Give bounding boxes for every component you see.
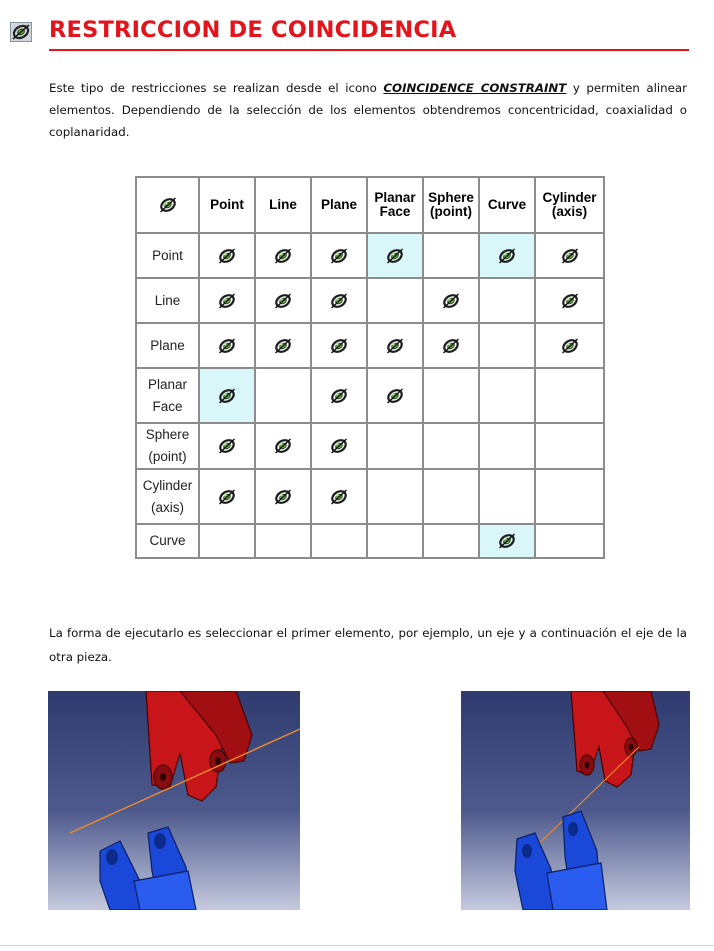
column-header-label: Cylinder	[542, 190, 597, 205]
matrix-cell	[423, 469, 479, 524]
cad-figure-axis-selection	[48, 691, 300, 910]
row-header-1	[136, 278, 199, 323]
matrix-row	[136, 368, 604, 423]
matrix-row	[136, 233, 604, 278]
coincidence-constraint-icon	[329, 291, 349, 311]
coincidence-constraint-reference: COINCIDENCE CONSTRAINT	[383, 81, 567, 95]
matrix-cell	[199, 278, 255, 323]
matrix-cell	[367, 423, 423, 469]
matrix-cell	[423, 524, 479, 558]
matrix-cell	[199, 423, 255, 469]
matrix-cell	[535, 423, 604, 469]
matrix-cell	[199, 469, 255, 524]
matrix-cell	[199, 233, 255, 278]
matrix-row	[136, 323, 604, 368]
coincidence-constraint-icon	[497, 246, 517, 266]
coincidence-constraint-icon	[329, 436, 349, 456]
cad-assembly-axes-coincident-image	[461, 691, 690, 910]
page-bottom-edge	[0, 945, 714, 946]
matrix-cell	[423, 278, 479, 323]
matrix-cell	[535, 323, 604, 368]
column-header-1	[255, 177, 311, 233]
matrix-row	[136, 469, 604, 524]
row-header-5	[136, 469, 199, 524]
matrix-cell	[255, 278, 311, 323]
matrix-cell	[423, 368, 479, 423]
coincidence-constraint-icon	[441, 291, 461, 311]
row-header-label: Plane	[150, 337, 185, 353]
coincidence-constraint-icon	[560, 291, 580, 311]
row-header-label: Curve	[149, 533, 186, 548]
matrix-cell	[479, 469, 535, 524]
matrix-cell	[479, 233, 535, 278]
row-header-label: Planar	[147, 376, 188, 392]
coincidence-constraint-icon	[497, 531, 517, 551]
intro-paragraph	[49, 77, 687, 143]
matrix-cell	[255, 469, 311, 524]
matrix-cell	[367, 233, 423, 278]
row-header-6	[136, 524, 199, 558]
matrix-cell	[367, 278, 423, 323]
row-header-label: Sphere	[145, 427, 190, 442]
coincidence-constraint-icon	[560, 336, 580, 356]
row-header-sublabel: Face	[152, 398, 183, 414]
coincidence-constraint-icon	[217, 246, 237, 266]
matrix-cell	[479, 323, 535, 368]
row-header-2	[136, 323, 199, 368]
matrix-cell	[199, 524, 255, 558]
matrix-cell	[367, 323, 423, 368]
column-header-label: Planar	[374, 190, 416, 205]
column-header-5	[479, 177, 535, 233]
title-underline	[49, 49, 689, 51]
row-header-4	[136, 423, 199, 469]
intro-text-end: y permiten alinear elementos. Dependiendo de la selección de los elementos obtendremos concentricidad, coaxialidad o coplanaridad.	[49, 81, 687, 139]
matrix-cell	[199, 368, 255, 423]
coincidence-constraint-icon	[273, 291, 293, 311]
column-header-3	[367, 177, 423, 233]
coincidence-constraint-icon	[329, 336, 349, 356]
matrix-cell	[311, 278, 367, 323]
coincidence-constraint-icon	[217, 436, 237, 456]
matrix-cell	[367, 368, 423, 423]
matrix-cell	[367, 469, 423, 524]
matrix-cell	[535, 233, 604, 278]
coincidence-constraint-icon	[10, 22, 32, 42]
coincidence-constraint-icon	[217, 487, 237, 507]
matrix-header-row	[136, 177, 604, 233]
coincidence-constraint-icon	[217, 336, 237, 356]
matrix-cell	[311, 233, 367, 278]
coincidence-constraint-icon	[329, 487, 349, 507]
matrix-cell	[255, 368, 311, 423]
column-header-label: Curve	[487, 197, 527, 212]
coincidence-constraint-icon	[560, 246, 580, 266]
column-header-6	[535, 177, 604, 233]
column-header-label: Plane	[320, 197, 358, 212]
matrix-cell	[311, 469, 367, 524]
matrix-row	[136, 278, 604, 323]
matrix-cell	[255, 423, 311, 469]
column-header-sublabel: (axis)	[551, 204, 588, 219]
coincidence-constraint-icon	[329, 386, 349, 406]
coincidence-constraint-icon	[273, 436, 293, 456]
matrix-cell	[311, 524, 367, 558]
matrix-cell	[367, 524, 423, 558]
matrix-cell	[535, 278, 604, 323]
matrix-cell	[479, 278, 535, 323]
intro-text-start: Este tipo de restricciones se realizan desde el icono	[49, 81, 384, 95]
coincidence-constraint-icon	[329, 246, 349, 266]
row-header-label: Line	[154, 292, 181, 308]
matrix-cell	[479, 524, 535, 558]
matrix-cell	[535, 368, 604, 423]
matrix-body	[136, 233, 604, 558]
row-header-sublabel: (point)	[148, 449, 187, 464]
coincidence-constraint-icon	[385, 336, 405, 356]
coincidence-constraint-icon	[273, 246, 293, 266]
coincidence-constraint-icon	[385, 386, 405, 406]
cad-assembly-axis-selection-image	[48, 691, 300, 910]
column-header-label: Point	[210, 197, 244, 212]
cad-figure-axes-coincident	[461, 691, 690, 910]
matrix-cell	[423, 423, 479, 469]
page-title: RESTRICCION DE COINCIDENCIA	[49, 17, 457, 43]
matrix-cell	[479, 368, 535, 423]
column-header-label: Sphere	[428, 190, 474, 205]
coincidence-constraint-icon	[273, 487, 293, 507]
coincidence-constraint-icon	[158, 195, 178, 215]
matrix-cell	[255, 524, 311, 558]
coincidence-constraint-icon	[217, 291, 237, 311]
matrix-corner-cell	[136, 177, 199, 233]
column-header-sublabel: Face	[379, 204, 411, 219]
column-header-sublabel: (point)	[430, 204, 472, 219]
column-header-2	[311, 177, 367, 233]
coincidence-constraint-icon	[217, 386, 237, 406]
coincidence-constraint-icon	[273, 336, 293, 356]
matrix-cell	[535, 524, 604, 558]
matrix-cell	[199, 323, 255, 368]
column-header-label: Line	[269, 197, 297, 212]
matrix-cell	[311, 423, 367, 469]
matrix-row	[136, 524, 604, 558]
coincidence-matrix-table	[135, 176, 605, 559]
matrix-cell	[311, 323, 367, 368]
coincidence-constraint-icon	[441, 336, 461, 356]
matrix-cell	[479, 423, 535, 469]
row-header-label: Point	[152, 247, 183, 263]
column-header-4	[423, 177, 479, 233]
row-header-label: Cylinder	[142, 477, 193, 493]
matrix-cell	[535, 469, 604, 524]
row-header-sublabel: (axis)	[151, 499, 184, 515]
matrix-cell	[255, 233, 311, 278]
matrix-cell	[423, 323, 479, 368]
coincidence-constraint-icon	[385, 246, 405, 266]
matrix-cell	[311, 368, 367, 423]
matrix-cell	[423, 233, 479, 278]
column-header-0	[199, 177, 255, 233]
matrix-row	[136, 423, 604, 469]
row-header-3	[136, 368, 199, 423]
matrix-cell	[255, 323, 311, 368]
row-header-0	[136, 233, 199, 278]
outro-paragraph: La forma de ejecutarlo es seleccionar el primer elemento, por ejemplo, un eje y a continuación el eje de la otra pieza.	[49, 626, 687, 664]
